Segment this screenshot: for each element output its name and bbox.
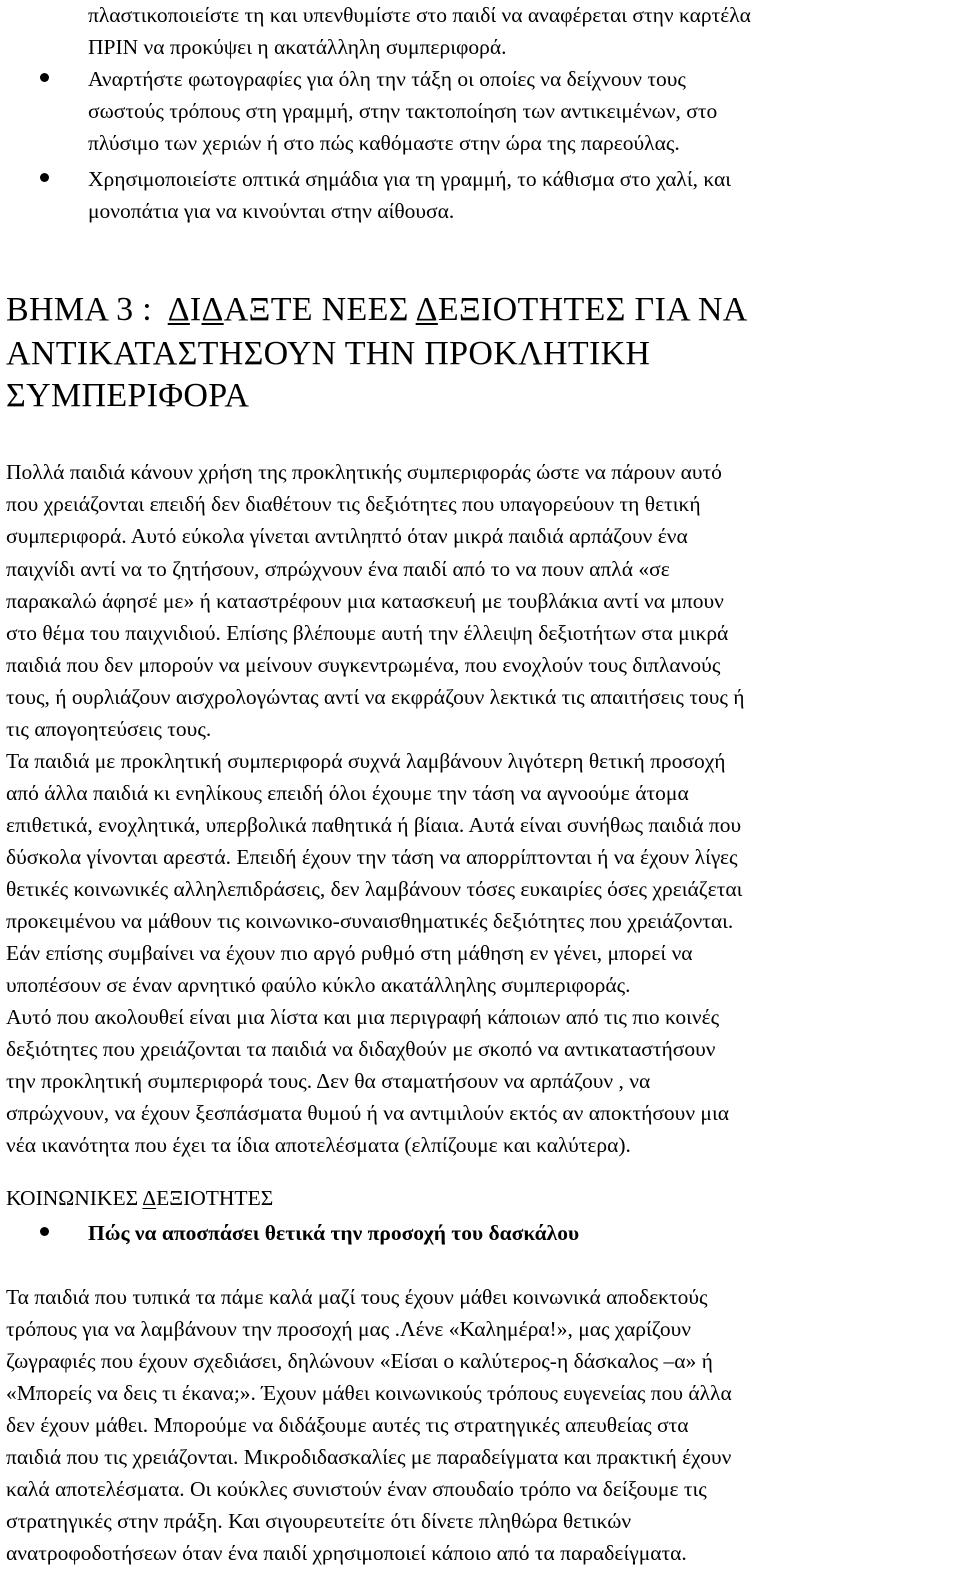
social-skills-bullet: Πώς να αποσπάσει θετικά την προσοχή του δασκάλου (88, 1221, 580, 1245)
step-heading-line-3: ΣΥΜΠΕΡΙΦΟΡΑ (6, 377, 250, 414)
body-line: επιθετικά, ενοχλητικά, υπερβολικά παθητικά ή βίαια. Αυτά είναι συνήθως παιδιά που (6, 813, 742, 837)
social-skills-title-underlined-letter: Δ (142, 1186, 157, 1210)
social-skills-title-prefix: ΚΟΙΝΩΝΙΚΕΣ (6, 1186, 143, 1210)
step-heading-word: ΑΞΤΕ ΝΕΕΣ (223, 291, 416, 328)
body-line: παιχνίδι αντί να το ζητήσουν, σπρώχνουν ένα παιδί από το να πουν απλά «σε (6, 557, 670, 581)
closing-line: δεν έχουν μάθει. Μπορούμε να διδάξουμε αυτές τις στρατηγικές απευθείας στα (6, 1413, 689, 1437)
body-line: την προκλητική συμπεριφορά τους. Δεν θα σταματήσουν να αρπάζουν , να (6, 1069, 651, 1093)
body-line: σπρώχνουν, να έχουν ξεσπάσματα θυμού ή να αντιμιλούν εκτός αν αποκτήσουν μια (6, 1101, 729, 1125)
bullet-1-line-2: σωστούς τρόπους στη γραμμή, στην τακτοποίηση των αντικειμένων, στο (88, 99, 718, 123)
bullet-2-line-1: Χρησιμοποιείστε οπτικά σημάδια για τη γραμμή, το κάθισμα στο χαλί, και (88, 167, 732, 191)
closing-line: Τα παιδιά που τυπικά τα πάμε καλά μαζί τους έχουν μάθει κοινωνικά αποδεκτούς (6, 1285, 708, 1309)
step-heading-rest: ΕΞΙΟΤΗΤΕΣ ΓΙΑ ΝΑ (437, 291, 748, 328)
body-line: από άλλα παιδιά κι ενηλίκους επειδή όλοι έχουμε την τάση να αγνοούμε άτομα (6, 781, 689, 805)
closing-line: ανατροφοδοτήσεων όταν ένα παιδί χρησιμοποιεί κάποιο από τα παραδείγματα. (6, 1541, 687, 1565)
closing-line: στρατηγικές στην πράξη. Και σιγουρευτείτε ότι δίνετε πληθώρα θετικών (6, 1509, 632, 1533)
body-line: προκειμένου να μάθουν τις κοινωνικο-συναισθηματικές δεξιότητες που χρειάζονται. (6, 909, 734, 933)
body-line: νέα ικανότητα που έχει τα ίδια αποτελέσματα (ελπίζουμε και καλύτερα). (6, 1133, 631, 1157)
body-line: τις απογοητεύσεις τους. (6, 717, 212, 741)
bullet-dot (40, 173, 49, 182)
body-line: συμπεριφορά. Αυτό εύκολα γίνεται αντιληπτό όταν μικρά παιδιά αρπάζουν ένα (6, 524, 688, 548)
closing-line: παιδιά που τις χρειάζονται. Μικροδιδασκαλίες με παραδείγματα και πρακτική έχουν (6, 1445, 732, 1469)
bullet-2-line-2: μονοπάτια για να κινούνται στην αίθουσα. (88, 199, 455, 223)
body-line: Εάν επίσης συμβαίνει να έχουν πιο αργό ρυθμό στη μάθηση εν γένει, μπορεί να (6, 941, 693, 965)
step-heading-underlined-letter: Δ (415, 291, 438, 328)
step-heading-prefix: ΒΗΜΑ 3 : (6, 291, 168, 328)
body-line: παιδιά που δεν μπορούν να μείνουν συγκεντρωμένα, που ενοχλούν τους διπλανούς (6, 653, 721, 677)
social-skills-title-rest: ΕΞΙΟΤΗΤΕΣ (156, 1186, 274, 1210)
closing-line: «Μπορείς να δεις τι έκανα;». Έχουν μάθει κοινωνικούς τρόπους ευγενείας που άλλα (6, 1381, 732, 1405)
step-heading-underlined-letter: Δ (167, 291, 190, 328)
step-heading-line-1 (6, 290, 748, 330)
closing-line: ζωγραφιές που έχουν σχεδιάσει, δηλώνουν «Είσαι ο καλύτερος-η δάσκαλος –α» ή (6, 1349, 713, 1373)
bullet-dot (40, 73, 49, 82)
bullet-1-line-3: πλύσιμο των χεριών ή στο πώς καθόμαστε στην ώρα της παρεούλας. (88, 131, 680, 155)
bullet-dot (40, 1227, 49, 1236)
body-line: Αυτό που ακολουθεί είναι μια λίστα και μια περιγραφή κάποιων από τις πιο κοινές (6, 1005, 720, 1029)
closing-line: καλά αποτελέσματα. Οι κούκλες συνιστούν έναν σπουδαίο τρόπο να δείξουμε τις (6, 1477, 707, 1501)
bullet-continuation-line-2: ΠΡΙΝ να προκύψει η ακατάλληλη συμπεριφορά. (88, 35, 507, 59)
bullet-continuation-line-1: πλαστικοποιείστε τη και υπενθυμίστε στο παιδί να αναφέρεται στην καρτέλα (88, 3, 751, 27)
step-heading-letter: Ι (189, 291, 202, 328)
closing-line: τρόπους για να λαμβάνουν την προσοχή μας .Λένε «Καλημέρα!», μας χαρίζουν (6, 1317, 691, 1341)
body-line: δύσκολα γίνονται αρεστά. Επειδή έχουν την τάση να απορρίπτονται ή να έχουν λίγες (6, 845, 738, 869)
body-line: θετικές κοινωνικές αλληλεπιδράσεις, δεν λαμβάνουν τόσες ευκαιρίες όσες χρειάζεται (6, 877, 743, 901)
bullet-1-line-1: Αναρτήστε φωτογραφίες για όλη την τάξη οι οποίες να δείχνουν τους (88, 67, 686, 91)
step-heading-line-2: ΑΝΤΙΚΑΤΑΣΤΗΣΟΥΝ ΤΗΝ ΠΡΟΚΛΗΤΙΚΗ (6, 335, 651, 372)
body-line: δεξιότητες που χρειάζονται τα παιδιά να διδαχθούν με σκοπό να αντικαταστήσουν (6, 1037, 716, 1061)
body-line: υποπέσουν σε έναν αρνητικό φαύλο κύκλο ακατάλληλης συμπεριφοράς. (6, 973, 631, 997)
body-line: παρακαλώ άφησέ με» ή καταστρέφουν μια κατασκευή με τουβλάκια αντί να μπουν (6, 589, 724, 613)
body-line: Τα παιδιά με προκλητική συμπεριφορά συχνά λαμβάνουν λιγότερη θετική προσοχή (6, 749, 726, 773)
body-line: Πολλά παιδιά κάνουν χρήση της προκλητικής συμπεριφοράς ώστε να πάρουν αυτό (6, 460, 722, 484)
social-skills-title (6, 1185, 273, 1211)
body-line: που χρειάζονται επειδή δεν διαθέτουν τις δεξιότητες που υπαγορεύουν τη θετική (6, 492, 701, 516)
body-line: στο θέμα του παιχνιδιού. Επίσης βλέπουμε αυτή την έλλειψη δεξιοτήτων στα μικρά (6, 621, 729, 645)
body-line: τους, ή ουρλιάζουν αισχρολογώντας αντί να εκφράζουν λεκτικά τις απαιτήσεις τους ή (6, 685, 745, 709)
step-heading-underlined-letter: Δ (201, 291, 224, 328)
